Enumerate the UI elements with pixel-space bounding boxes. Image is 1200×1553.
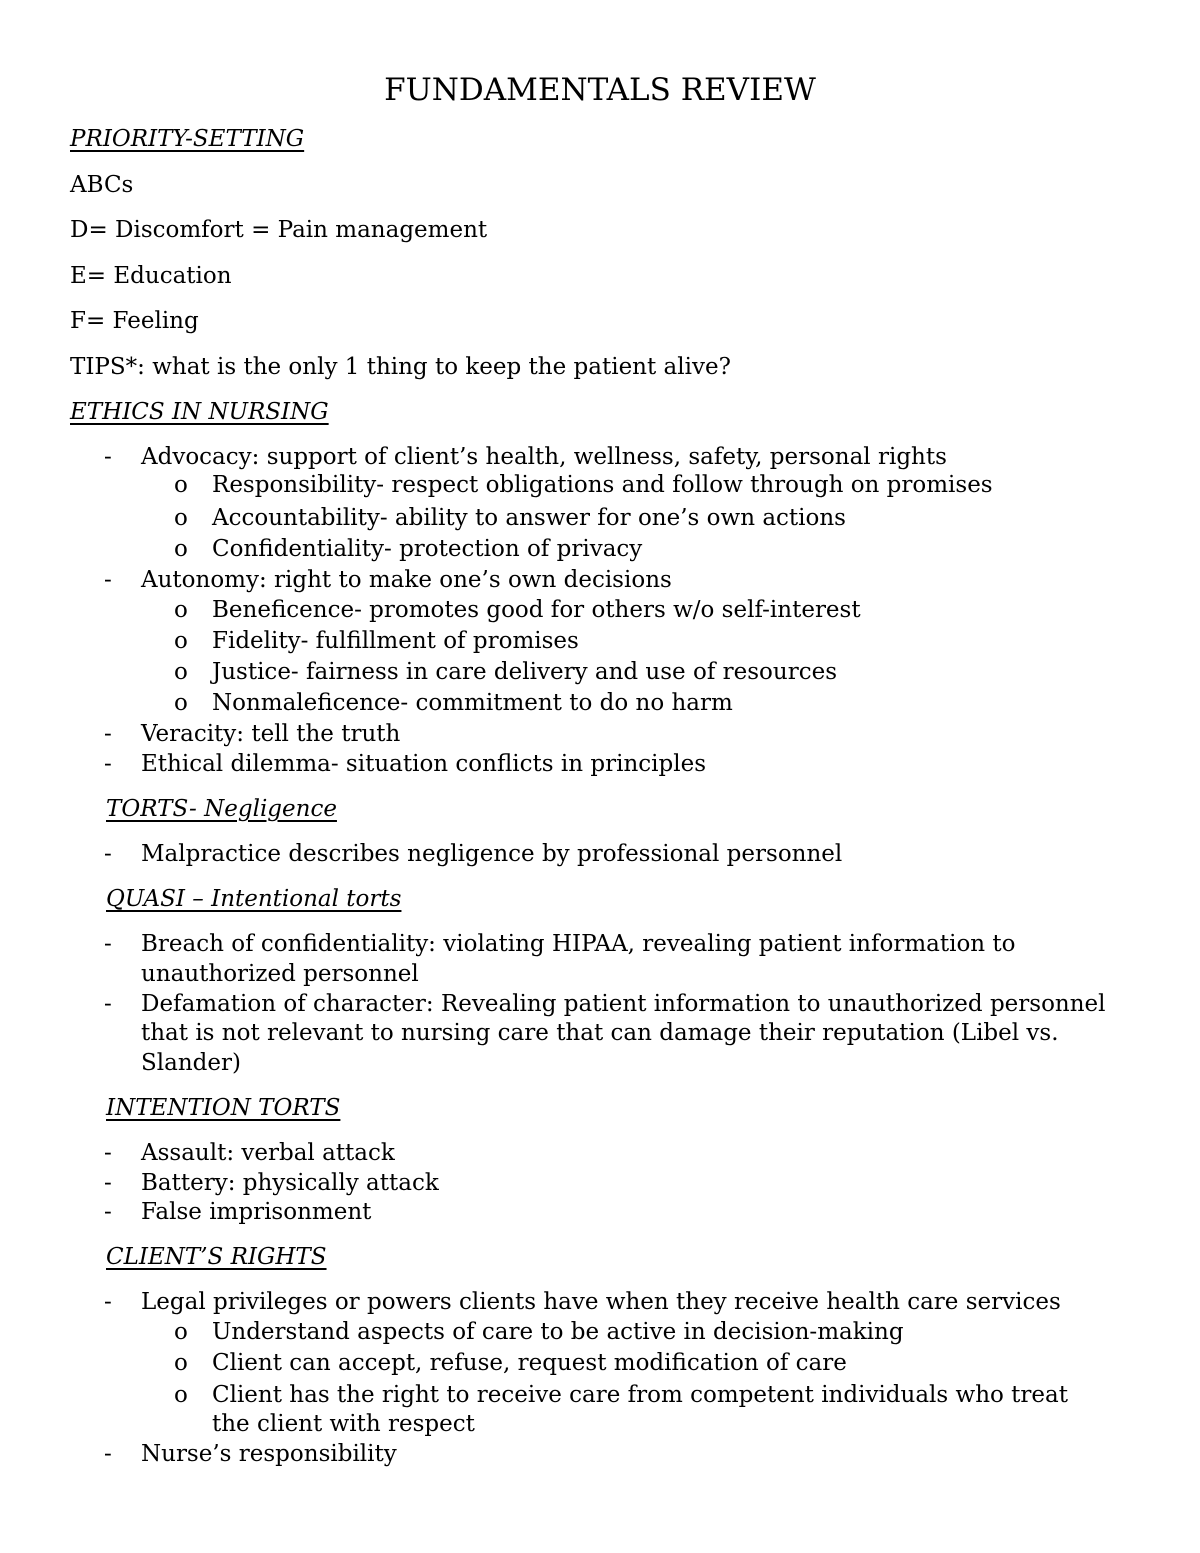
dash-bullet: - (104, 931, 112, 957)
section-heading-intention-torts: INTENTION TORTS (106, 1095, 341, 1121)
dash-bullet: - (104, 991, 112, 1017)
priority-line: ABCs (70, 172, 134, 198)
sub-list-item: Accountability- ability to answer for one’s own actions (212, 505, 846, 531)
dash-bullet: - (104, 751, 112, 777)
list-item: Autonomy: right to make one’s own decisions (141, 567, 672, 593)
dash-bullet: - (104, 721, 112, 747)
dash-bullet: - (104, 567, 112, 593)
sub-list-item: Confidentiality- protection of privacy (212, 536, 643, 562)
priority-line: E= Education (70, 263, 232, 289)
sub-list-item-continuation: the client with respect (212, 1411, 475, 1437)
dash-bullet: - (104, 841, 112, 867)
list-item: Veracity: tell the truth (141, 721, 401, 747)
dash-bullet: - (104, 1170, 112, 1196)
circle-bullet: o (174, 505, 188, 531)
sub-list-item: Beneficence- promotes good for others w/o self-interest (212, 597, 861, 623)
list-item: Breach of confidentiality: violating HIPAA, revealing patient information to (141, 931, 1016, 957)
dash-bullet: - (104, 444, 112, 470)
list-item-continuation: Slander) (141, 1050, 241, 1076)
circle-bullet: o (174, 536, 188, 562)
list-item: Assault: verbal attack (141, 1140, 395, 1166)
circle-bullet: o (174, 1319, 188, 1345)
dash-bullet: - (104, 1289, 112, 1315)
list-item: Nurse’s responsibility (141, 1441, 397, 1467)
list-item-continuation: unauthorized personnel (141, 961, 419, 987)
dash-bullet: - (104, 1441, 112, 1467)
circle-bullet: o (174, 1350, 188, 1376)
list-item: Legal privileges or powers clients have when they receive health care services (141, 1289, 1061, 1315)
section-heading-ethics: ETHICS IN NURSING (70, 399, 329, 425)
list-item: Ethical dilemma- situation conflicts in principles (141, 751, 706, 777)
sub-list-item: Fidelity- fulfillment of promises (212, 628, 579, 654)
section-heading-torts: TORTS- Negligence (106, 796, 337, 822)
list-item: False imprisonment (141, 1199, 372, 1225)
sub-list-item: Justice- fairness in care delivery and use of resources (212, 659, 837, 685)
sub-list-item: Responsibility- respect obligations and follow through on promises (212, 472, 993, 498)
list-item: Malpractice describes negligence by professional personnel (141, 841, 843, 867)
list-item: Defamation of character: Revealing patient information to unauthorized personnel (141, 991, 1106, 1017)
list-item-continuation: that is not relevant to nursing care that can damage their reputation (Libel vs. (141, 1020, 1059, 1046)
circle-bullet: o (174, 472, 188, 498)
circle-bullet: o (174, 690, 188, 716)
section-heading-client-rights: CLIENT’S RIGHTS (106, 1244, 327, 1270)
circle-bullet: o (174, 1382, 188, 1408)
list-item: Battery: physically attack (141, 1170, 439, 1196)
section-heading-priority: PRIORITY-SETTING (70, 126, 305, 152)
circle-bullet: o (174, 597, 188, 623)
sub-list-item: Nonmaleficence- commitment to do no harm (212, 690, 733, 716)
priority-line: F= Feeling (70, 308, 199, 334)
circle-bullet: o (174, 659, 188, 685)
dash-bullet: - (104, 1199, 112, 1225)
sub-list-item: Client has the right to receive care from competent individuals who treat (212, 1382, 1068, 1408)
dash-bullet: - (104, 1140, 112, 1166)
sub-list-item: Understand aspects of care to be active in decision-making (212, 1319, 904, 1345)
circle-bullet: o (174, 628, 188, 654)
document-title: FUNDAMENTALS REVIEW (384, 72, 816, 108)
priority-tip: TIPS*: what is the only 1 thing to keep the patient alive? (70, 354, 731, 380)
sub-list-item: Client can accept, refuse, request modification of care (212, 1350, 847, 1376)
list-item: Advocacy: support of client’s health, wellness, safety, personal rights (141, 444, 947, 470)
section-heading-quasi: QUASI – Intentional torts (106, 886, 402, 912)
priority-line: D= Discomfort = Pain management (70, 217, 488, 243)
